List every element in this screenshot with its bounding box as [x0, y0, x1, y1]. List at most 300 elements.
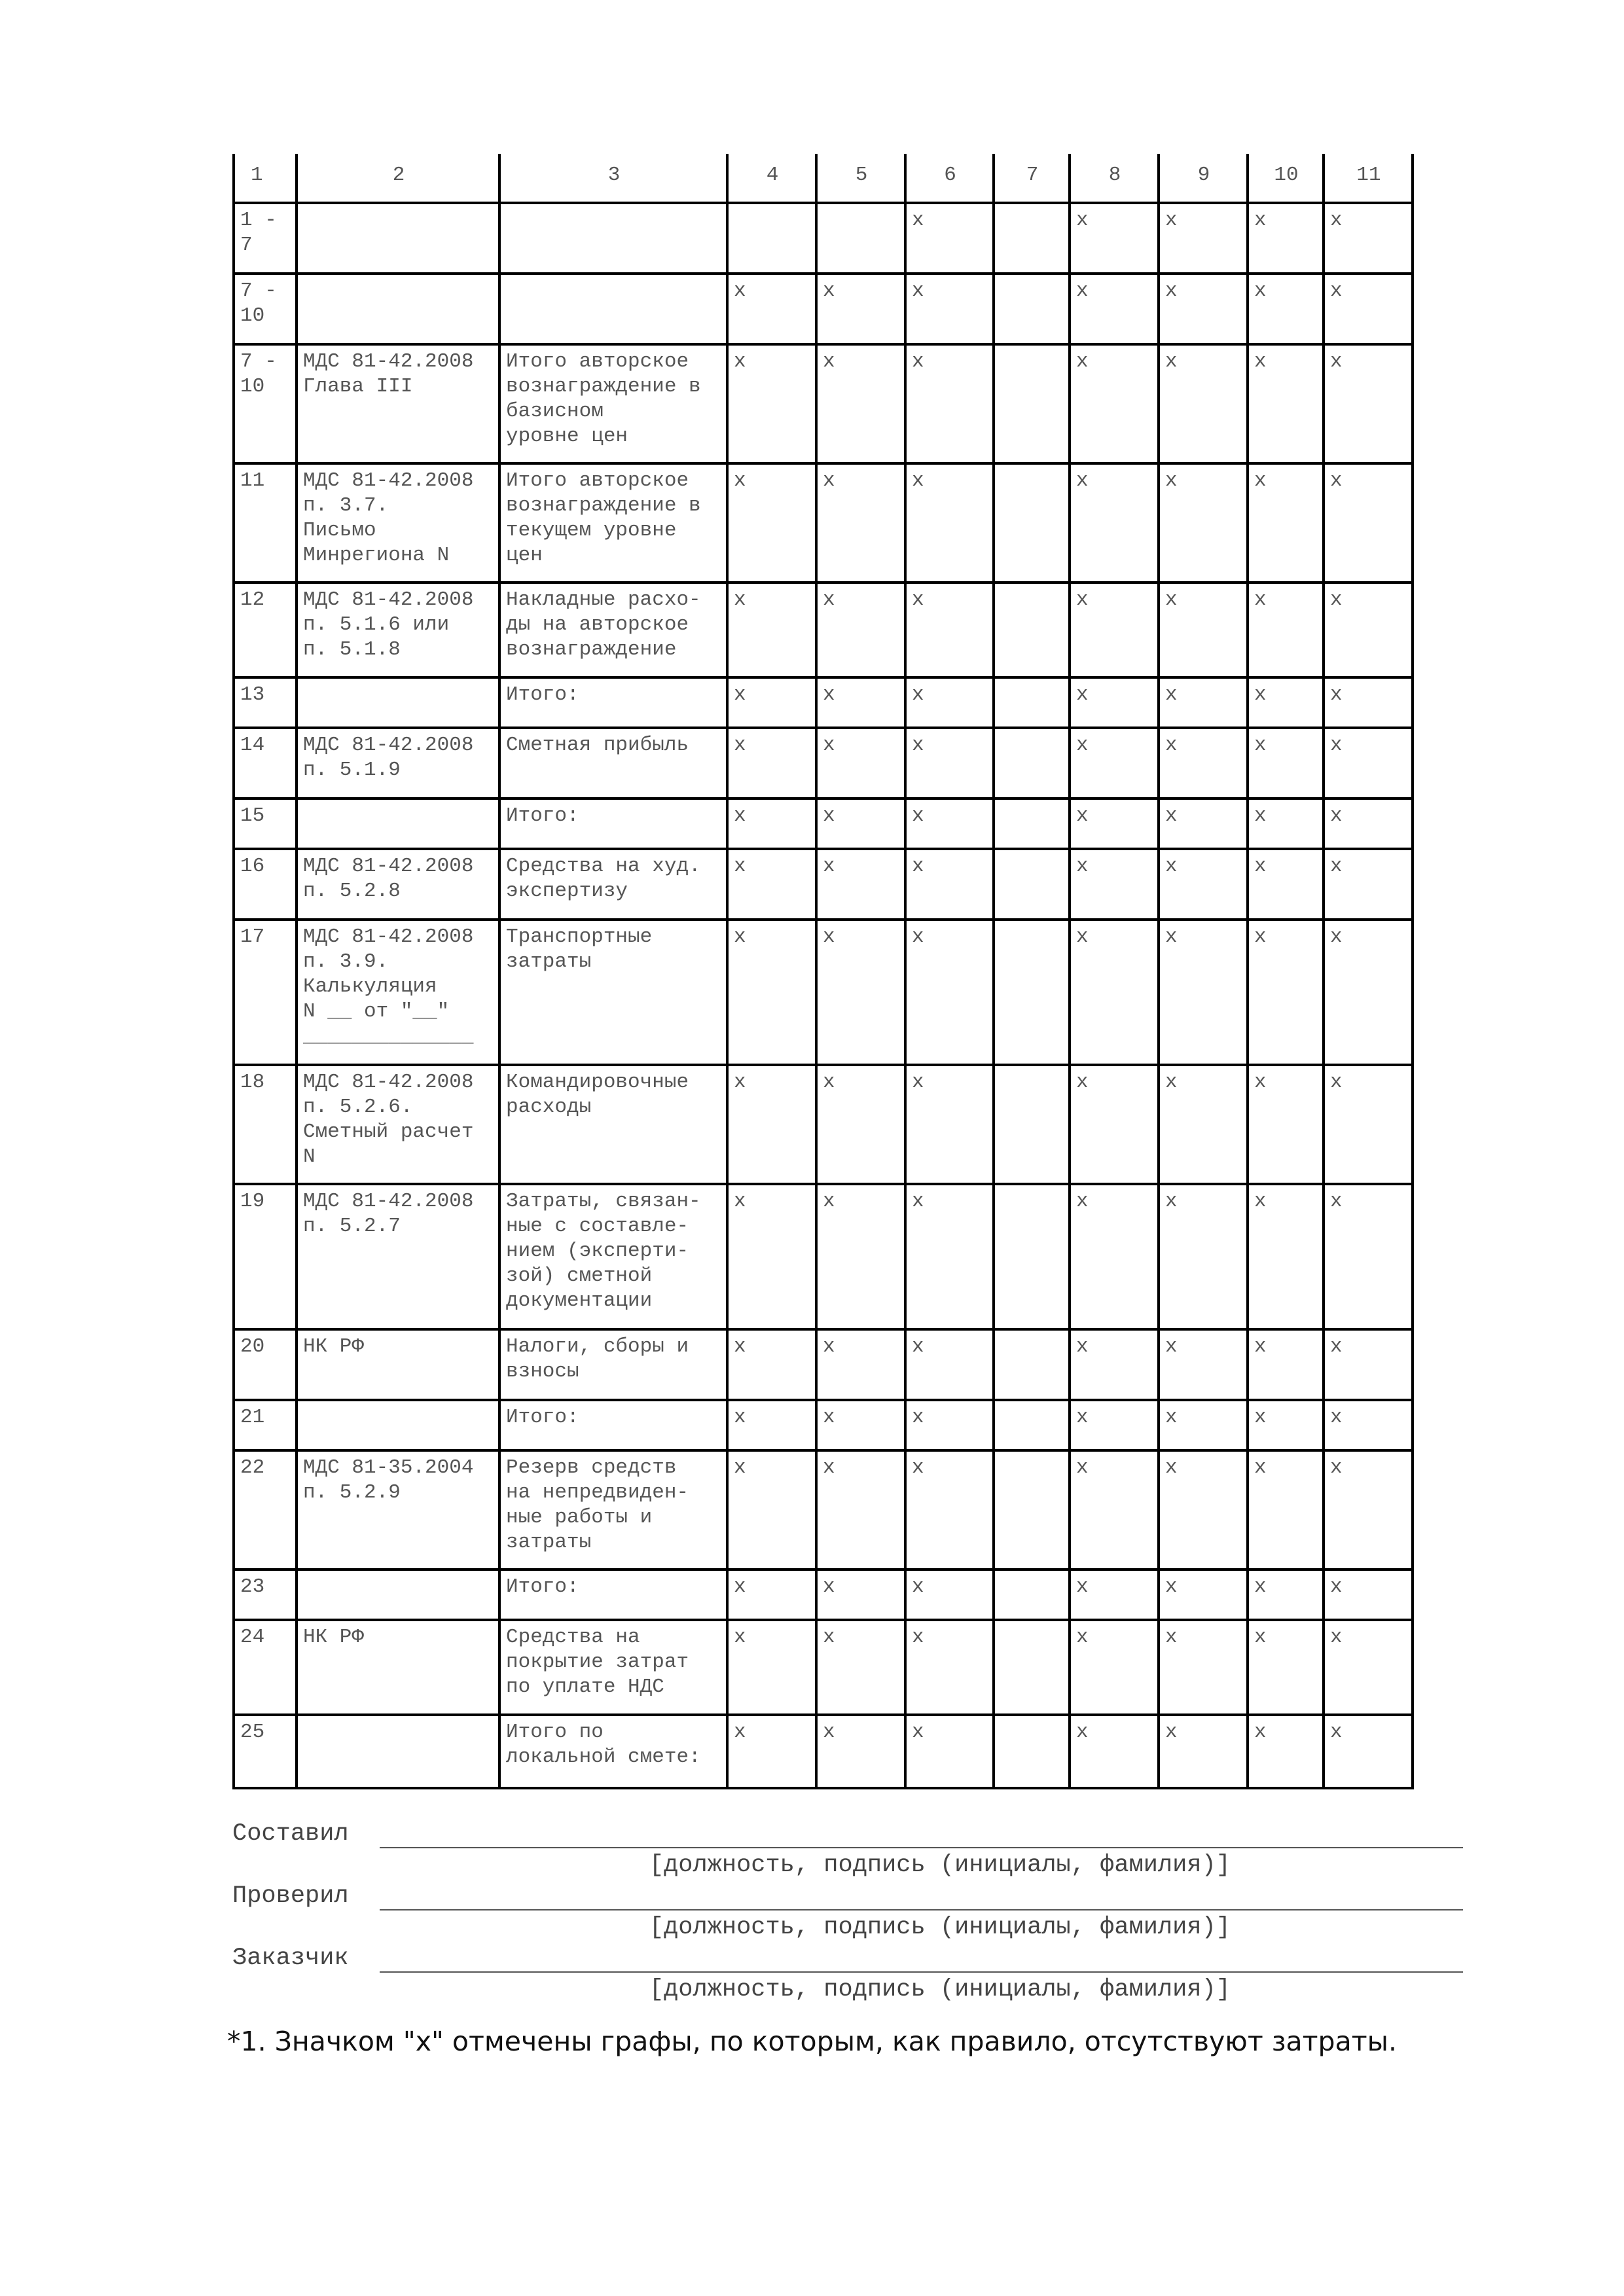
table-cell — [1070, 677, 1159, 728]
table-cell — [994, 1715, 1070, 1788]
cell-text: Резерв средств на непредвиден- ные работы и затраты — [506, 1456, 689, 1554]
cell-text: x — [1076, 804, 1089, 827]
table-cell — [1248, 1184, 1324, 1329]
table-cell — [994, 1570, 1070, 1620]
table-cell — [727, 463, 816, 583]
table-cell — [994, 583, 1070, 677]
cell-text: x — [912, 209, 924, 232]
cell-text: МДС 81-42.2008 п. 5.1.6 или п. 5.1.8 — [303, 588, 474, 661]
table-row — [234, 849, 1413, 920]
table-cell — [1070, 849, 1159, 920]
cell-text: Итого: — [506, 683, 579, 706]
cell-text: x — [823, 925, 835, 948]
cell-text: 1 — [251, 164, 263, 187]
cell-text: x — [1165, 683, 1178, 706]
cell-text: x — [1165, 209, 1178, 232]
cell-text: 9 — [1197, 164, 1210, 187]
table-cell — [234, 583, 297, 677]
cell-text: x — [1254, 734, 1267, 757]
cell-text: x — [1254, 1071, 1267, 1094]
table-cell — [727, 728, 816, 798]
table-cell — [234, 1450, 297, 1570]
table-cell — [994, 728, 1070, 798]
cell-text: 13 — [240, 683, 265, 706]
table-cell — [816, 1450, 905, 1570]
cell-text: Налоги, сборы и взносы — [506, 1335, 689, 1383]
cell-text: Средства на покрытие затрат по уплате НДС — [506, 1626, 689, 1698]
cell-text: 1 - 7 — [240, 209, 277, 257]
table-cell — [234, 849, 297, 920]
cell-text: x — [734, 1406, 746, 1429]
cell-text: x — [1330, 1575, 1343, 1598]
table-cell — [727, 203, 816, 274]
table-cell — [1159, 1184, 1248, 1329]
table-cell — [1159, 1329, 1248, 1400]
cell-text: x — [823, 469, 835, 492]
table-cell — [499, 920, 727, 1065]
table-row — [234, 1329, 1413, 1400]
cell-text: x — [1254, 279, 1267, 302]
cell-text: x — [1254, 804, 1267, 827]
table-cell — [1324, 1715, 1413, 1788]
table-cell — [727, 677, 816, 728]
cell-text: 17 — [240, 925, 265, 948]
cell-text: x — [1330, 1190, 1343, 1213]
table-cell — [1070, 583, 1159, 677]
table-cell — [994, 274, 1070, 344]
cell-text: x — [823, 588, 835, 611]
table-cell — [1324, 1400, 1413, 1450]
table-cell — [1159, 1620, 1248, 1715]
table-cell — [1324, 1065, 1413, 1184]
table-cell — [499, 1570, 727, 1620]
table-cell — [499, 344, 727, 463]
table-cell — [727, 583, 816, 677]
signature-caption: [должность, подпись (инициалы, фамилия)] — [649, 1914, 1231, 1941]
cell-text: 24 — [240, 1626, 265, 1649]
table-cell — [297, 583, 499, 677]
cell-text: x — [1254, 1190, 1267, 1213]
table-cell — [297, 728, 499, 798]
table-cell — [727, 274, 816, 344]
table-cell — [1070, 798, 1159, 849]
cell-text: x — [1330, 925, 1343, 948]
column-number-cell — [1248, 154, 1324, 203]
table-cell — [1159, 920, 1248, 1065]
table-cell — [499, 849, 727, 920]
table-cell — [816, 920, 905, 1065]
table-row — [234, 1450, 1413, 1570]
table-row — [234, 203, 1413, 274]
table-cell — [905, 920, 994, 1065]
table-cell — [905, 798, 994, 849]
table-cell — [234, 1065, 297, 1184]
cell-text: 8 — [1108, 164, 1121, 187]
cell-text: x — [1076, 1071, 1089, 1094]
cell-text: x — [912, 1575, 924, 1598]
cell-text: x — [1254, 683, 1267, 706]
table-body — [234, 154, 1413, 1788]
table-cell — [1159, 798, 1248, 849]
cell-text: x — [912, 925, 924, 948]
table-cell — [1159, 274, 1248, 344]
table-cell — [816, 1065, 905, 1184]
table-row — [234, 274, 1413, 344]
table-cell — [727, 1400, 816, 1450]
cell-text: x — [1330, 1071, 1343, 1094]
table-cell — [499, 1400, 727, 1450]
table-cell — [1159, 728, 1248, 798]
table-cell — [1248, 677, 1324, 728]
table-cell — [499, 1329, 727, 1400]
table-row — [234, 1065, 1413, 1184]
table-cell — [1248, 849, 1324, 920]
table-cell — [1248, 463, 1324, 583]
table-cell — [905, 849, 994, 920]
table-cell — [994, 1620, 1070, 1715]
table-cell — [1070, 1570, 1159, 1620]
cell-text: МДС 81-42.2008 п. 3.9. Калькуляция N __ от "__" ______________ — [303, 925, 474, 1048]
table-cell — [905, 344, 994, 463]
cell-text: x — [1076, 1190, 1089, 1213]
cell-text: x — [734, 1071, 746, 1094]
table-cell — [1248, 1715, 1324, 1788]
table-cell — [905, 728, 994, 798]
table-cell — [1248, 274, 1324, 344]
table-cell — [499, 728, 727, 798]
cell-text: x — [912, 1456, 924, 1479]
table-cell — [816, 1329, 905, 1400]
table-cell — [1324, 203, 1413, 274]
cell-text: x — [823, 1721, 835, 1744]
table-row — [234, 1184, 1413, 1329]
table-cell — [905, 1400, 994, 1450]
cell-text: x — [912, 469, 924, 492]
cell-text: x — [734, 1190, 746, 1213]
table-cell — [727, 920, 816, 1065]
cell-text: 15 — [240, 804, 265, 827]
table-row — [234, 344, 1413, 463]
table-cell — [1070, 203, 1159, 274]
cell-text: x — [912, 855, 924, 878]
table-cell — [1070, 1065, 1159, 1184]
cell-text: x — [912, 734, 924, 757]
table-cell — [234, 1329, 297, 1400]
table-cell — [816, 1620, 905, 1715]
table-cell — [727, 344, 816, 463]
cell-text: 3 — [607, 164, 621, 187]
table-cell — [1248, 920, 1324, 1065]
cell-text: x — [1165, 1190, 1178, 1213]
table-cell — [727, 1329, 816, 1400]
table-cell — [499, 463, 727, 583]
cell-text: x — [1076, 683, 1089, 706]
table-cell — [297, 1620, 499, 1715]
cell-text: x — [1330, 804, 1343, 827]
column-number-cell — [1324, 154, 1413, 203]
table-cell — [499, 583, 727, 677]
cell-text: x — [1254, 1335, 1267, 1358]
cell-text: x — [734, 1456, 746, 1479]
signature-section — [232, 1820, 1463, 2003]
table-cell — [816, 583, 905, 677]
cell-text: x — [1165, 350, 1178, 373]
table-cell — [1159, 1400, 1248, 1450]
table-cell — [1324, 463, 1413, 583]
estimate-table — [232, 154, 1414, 1789]
table-cell — [1248, 1620, 1324, 1715]
table-cell — [1324, 274, 1413, 344]
table-cell — [727, 1184, 816, 1329]
cell-text: x — [1330, 469, 1343, 492]
cell-text: x — [1254, 1721, 1267, 1744]
cell-text: Транспортные затраты — [506, 925, 653, 973]
cell-text: x — [1254, 1406, 1267, 1429]
table-cell — [297, 798, 499, 849]
cell-text: x — [734, 588, 746, 611]
cell-text: x — [1076, 734, 1089, 757]
table-cell — [1324, 798, 1413, 849]
cell-text: 20 — [240, 1335, 265, 1358]
table-cell — [1324, 344, 1413, 463]
cell-text: x — [1330, 209, 1343, 232]
table-cell — [297, 1450, 499, 1570]
table-cell — [1159, 463, 1248, 583]
table-cell — [905, 1620, 994, 1715]
table-cell — [499, 798, 727, 849]
signature-label: Проверил — [232, 1882, 349, 1910]
cell-text: x — [823, 1335, 835, 1358]
cell-text: x — [912, 279, 924, 302]
table-cell — [297, 203, 499, 274]
table-cell — [297, 1570, 499, 1620]
table-cell — [1159, 1570, 1248, 1620]
cell-text: Итого: — [506, 804, 579, 827]
cell-text: 2 — [392, 164, 405, 187]
table-cell — [499, 1620, 727, 1715]
cell-text: x — [1076, 469, 1089, 492]
cell-text: 11 — [1356, 164, 1381, 187]
table-cell — [1248, 344, 1324, 463]
column-number-cell — [816, 154, 905, 203]
cell-text: x — [912, 683, 924, 706]
table-cell — [234, 463, 297, 583]
table-cell — [905, 463, 994, 583]
cell-text: x — [734, 804, 746, 827]
cell-text: 11 — [240, 469, 265, 492]
table-cell — [994, 920, 1070, 1065]
cell-text: x — [1254, 1456, 1267, 1479]
table-cell — [1070, 344, 1159, 463]
table-row — [234, 677, 1413, 728]
cell-text: x — [734, 1575, 746, 1598]
table-cell — [1159, 1065, 1248, 1184]
table-cell — [297, 1329, 499, 1400]
cell-text: 7 — [1026, 164, 1039, 187]
cell-text: x — [1330, 734, 1343, 757]
cell-text: x — [1165, 925, 1178, 948]
table-cell — [727, 1570, 816, 1620]
signature-row-composed — [232, 1820, 1463, 1848]
cell-text: x — [823, 350, 835, 373]
cell-text: Командировочные расходы — [506, 1071, 689, 1119]
table-cell — [1248, 1450, 1324, 1570]
cell-text: x — [823, 279, 835, 302]
cell-text: 16 — [240, 855, 265, 878]
cell-text: x — [1076, 209, 1089, 232]
cell-text: x — [734, 734, 746, 757]
cell-text: 25 — [240, 1721, 265, 1744]
table-cell — [1159, 344, 1248, 463]
cell-text: x — [1076, 1626, 1089, 1649]
table-cell — [816, 798, 905, 849]
table-cell — [816, 274, 905, 344]
cell-text: x — [1165, 588, 1178, 611]
table-cell — [1248, 1065, 1324, 1184]
table-cell — [297, 463, 499, 583]
table-cell — [1070, 1400, 1159, 1450]
signature-label: Заказчик — [232, 1945, 349, 1972]
table-cell — [1324, 583, 1413, 677]
cell-text: x — [1076, 1406, 1089, 1429]
cell-text: x — [912, 1190, 924, 1213]
cell-text: x — [1330, 1626, 1343, 1649]
cell-text: x — [734, 469, 746, 492]
cell-text: 18 — [240, 1071, 265, 1094]
table-cell — [1324, 920, 1413, 1065]
table-cell — [1070, 274, 1159, 344]
cell-text: 23 — [240, 1575, 265, 1598]
table-cell — [499, 677, 727, 728]
cell-text: x — [1165, 1456, 1178, 1479]
cell-text: x — [1076, 1721, 1089, 1744]
table-cell — [297, 1400, 499, 1450]
footnote: *1. Значком "x" отмечены графы, по которым, как правило, отсутствуют затраты. — [226, 2026, 1397, 2057]
table-row — [234, 1715, 1413, 1788]
table-cell — [1070, 1715, 1159, 1788]
cell-text: Затраты, связан- ные с составле- нием (эксперти- зой) сметной документации — [506, 1190, 701, 1312]
table-cell — [994, 1329, 1070, 1400]
cell-text: x — [912, 588, 924, 611]
cell-text: МДС 81-42.2008 п. 3.7. Письмо Минрегиона N — [303, 469, 474, 567]
table-cell — [816, 1570, 905, 1620]
table-cell — [994, 849, 1070, 920]
table-cell — [1248, 203, 1324, 274]
table-cell — [297, 1065, 499, 1184]
cell-text: x — [1165, 1626, 1178, 1649]
table-cell — [297, 1715, 499, 1788]
cell-text: МДС 81-42.2008 п. 5.2.6. Сметный расчет N — [303, 1071, 474, 1168]
cell-text: 6 — [944, 164, 956, 187]
cell-text: x — [1076, 925, 1089, 948]
cell-text: x — [734, 350, 746, 373]
cell-text: x — [1254, 350, 1267, 373]
cell-text: x — [823, 734, 835, 757]
table-row — [234, 798, 1413, 849]
table-cell — [1159, 203, 1248, 274]
cell-text: 22 — [240, 1456, 265, 1479]
cell-text: Итого авторское вознаграждение в базисном уровне цен — [506, 350, 701, 448]
cell-text: x — [912, 1071, 924, 1094]
cell-text: 7 - 10 — [240, 279, 277, 327]
cell-text: Итого: — [506, 1406, 579, 1429]
table-cell — [816, 1715, 905, 1788]
table-cell — [297, 274, 499, 344]
column-number-cell — [297, 154, 499, 203]
table-cell — [1248, 583, 1324, 677]
table-cell — [905, 203, 994, 274]
cell-text: x — [1254, 588, 1267, 611]
table-cell — [994, 798, 1070, 849]
table-cell — [816, 1400, 905, 1450]
cell-text: x — [1165, 1406, 1178, 1429]
table-cell — [1070, 728, 1159, 798]
cell-text: x — [1330, 1335, 1343, 1358]
cell-text: x — [912, 804, 924, 827]
table-cell — [1248, 1570, 1324, 1620]
cell-text: x — [912, 1406, 924, 1429]
table-cell — [1070, 463, 1159, 583]
cell-text: x — [734, 855, 746, 878]
signature-line — [380, 1971, 1463, 1973]
table-cell — [905, 1329, 994, 1400]
cell-text: x — [1165, 469, 1178, 492]
table-cell — [1324, 849, 1413, 920]
table-cell — [1324, 677, 1413, 728]
cell-text: x — [823, 1406, 835, 1429]
cell-text: x — [912, 350, 924, 373]
table-cell — [297, 920, 499, 1065]
cell-text: НК РФ — [303, 1626, 365, 1649]
signature-label: Составил — [232, 1820, 349, 1848]
signature-row-checked — [232, 1882, 1463, 1910]
column-number-cell — [905, 154, 994, 203]
cell-text: x — [1330, 350, 1343, 373]
column-number-cell — [1159, 154, 1248, 203]
table-cell — [1248, 1400, 1324, 1450]
cell-text: НК РФ — [303, 1335, 365, 1358]
cell-text: x — [823, 683, 835, 706]
cell-text: x — [1165, 804, 1178, 827]
table-cell — [1070, 1329, 1159, 1400]
table-cell — [297, 849, 499, 920]
table-header-row — [234, 154, 1413, 203]
cell-text: x — [1076, 855, 1089, 878]
cell-text: x — [1254, 1575, 1267, 1598]
table-cell — [816, 677, 905, 728]
table-cell — [994, 1450, 1070, 1570]
table-cell — [816, 1184, 905, 1329]
table-cell — [234, 274, 297, 344]
table-cell — [905, 1450, 994, 1570]
table-cell — [905, 274, 994, 344]
column-number-cell — [1070, 154, 1159, 203]
cell-text: x — [734, 279, 746, 302]
table-cell — [499, 274, 727, 344]
signature-caption: [должность, подпись (инициалы, фамилия)] — [649, 1852, 1231, 1879]
cell-text: 10 — [1274, 164, 1299, 187]
cell-text: x — [823, 1071, 835, 1094]
column-number-cell — [234, 154, 297, 203]
table-cell — [1324, 1570, 1413, 1620]
cell-text: x — [1165, 734, 1178, 757]
table-cell — [499, 1715, 727, 1788]
cell-text: x — [1254, 469, 1267, 492]
table-cell — [1248, 1329, 1324, 1400]
cell-text: x — [1330, 683, 1343, 706]
cell-text: x — [1165, 1575, 1178, 1598]
table-cell — [905, 1570, 994, 1620]
